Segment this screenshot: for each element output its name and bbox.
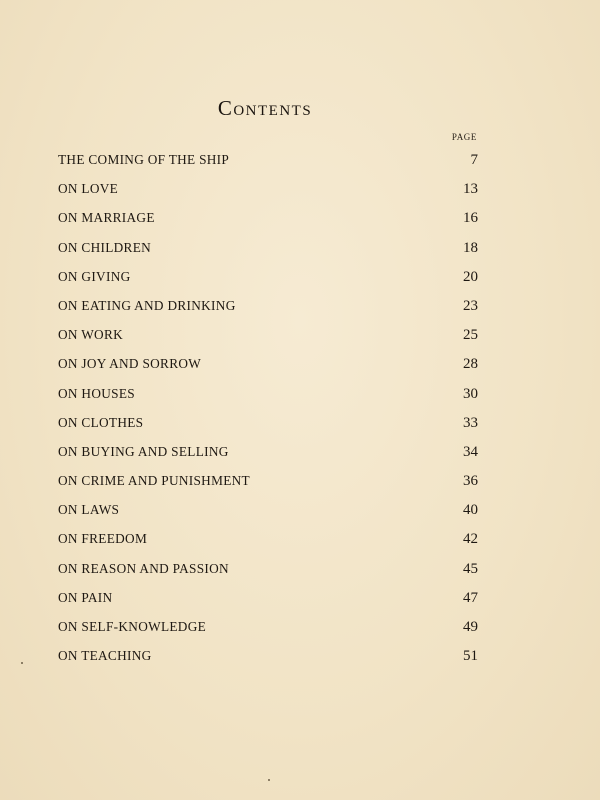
toc-entry	[58, 179, 478, 208]
page-column-label: PAGE	[451, 132, 477, 142]
toc-entry-page: 23	[463, 297, 478, 314]
toc-entry-page: 40	[463, 502, 478, 519]
toc-entry-title: ON SELF-KNOWLEDGE	[58, 619, 207, 634]
toc-entry-page: 34	[463, 443, 478, 460]
toc-entry-title: ON MARRIAGE	[58, 210, 155, 226]
toc-entry-page: 51	[463, 648, 478, 665]
toc-entry-title: ON GIVING	[58, 268, 131, 284]
toc-entry	[58, 267, 478, 296]
toc-entry-title: ON HOUSES	[58, 385, 135, 401]
toc-entry-title: ON REASON AND PASSION	[58, 560, 229, 576]
toc-entry	[58, 354, 478, 383]
toc-entry	[58, 442, 478, 471]
table-of-contents	[58, 150, 478, 675]
contents-heading: Contents	[217, 96, 313, 120]
toc-entry-page: 16	[463, 210, 478, 227]
toc-entry-page: 25	[463, 327, 478, 344]
toc-entry	[58, 617, 478, 646]
toc-entry-title: THE COMING OF THE SHIP	[58, 152, 230, 167]
toc-entry	[58, 471, 478, 500]
toc-entry-title: ON CLOTHES	[58, 414, 144, 430]
toc-entry-title: ON CRIME AND PUNISHMENT	[58, 473, 250, 489]
toc-entry	[58, 150, 478, 179]
toc-entry	[58, 296, 478, 325]
toc-entry-title: ON FREEDOM	[58, 531, 148, 547]
toc-entry-page: 47	[463, 589, 478, 606]
toc-entry-title: ON LAWS	[58, 502, 120, 518]
toc-entry-title: ON JOY AND SORROW	[58, 356, 202, 372]
toc-entry	[58, 208, 478, 237]
toc-entry-page: 49	[463, 619, 478, 635]
toc-entry	[58, 588, 478, 617]
paper-speck	[268, 779, 270, 781]
toc-entry-page: 36	[463, 473, 478, 490]
toc-entry-page: 28	[463, 356, 478, 373]
toc-entry-title: ON LOVE	[58, 181, 119, 197]
toc-entry-title: ON PAIN	[58, 589, 113, 605]
toc-entry	[58, 413, 478, 442]
toc-entry-page: 33	[463, 414, 478, 431]
toc-entry	[58, 559, 478, 588]
toc-entry-page: 42	[463, 531, 478, 548]
toc-entry-title: ON BUYING AND SELLING	[58, 443, 229, 459]
toc-entry-title: ON CHILDREN	[58, 239, 152, 255]
toc-entry	[58, 529, 478, 558]
toc-entry	[58, 646, 478, 675]
toc-entry-page: 13	[463, 181, 478, 198]
toc-entry	[58, 500, 478, 529]
toc-entry-page: 7	[470, 152, 478, 168]
toc-entry-title: ON WORK	[58, 327, 124, 343]
toc-entry-page: 45	[463, 560, 478, 577]
toc-entry	[58, 384, 478, 413]
paper-speck	[21, 662, 23, 664]
toc-entry	[58, 325, 478, 354]
toc-entry-page: 30	[463, 385, 478, 402]
toc-entry-page: 20	[463, 268, 478, 285]
toc-entry	[58, 238, 478, 267]
toc-entry-page: 18	[463, 239, 478, 256]
toc-entry-title: ON EATING AND DRINKING	[58, 297, 236, 313]
toc-entry-title: ON TEACHING	[58, 648, 152, 664]
